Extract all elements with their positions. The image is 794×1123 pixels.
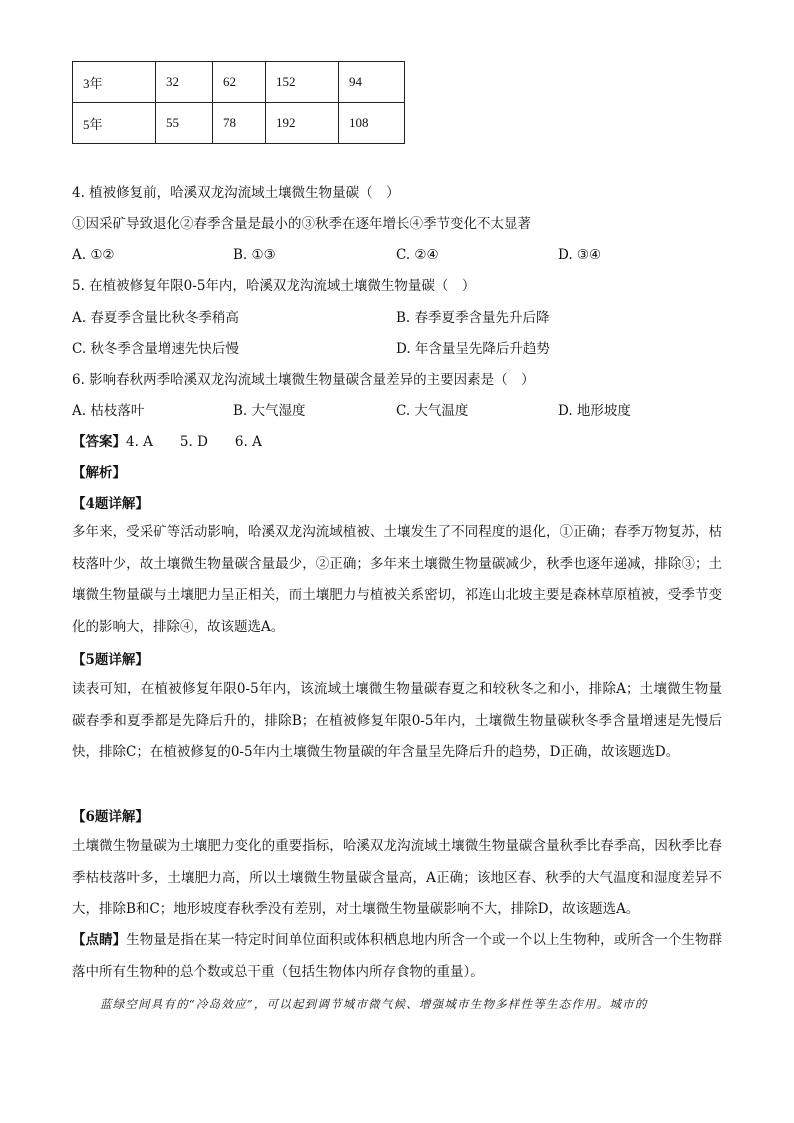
q6-stem: 6. 影响春秋两季哈溪双龙沟流域土壤微生物量碳含量差异的主要因素是（ ） bbox=[72, 372, 535, 388]
table-cell: 5年 bbox=[73, 103, 156, 144]
note-paragraph bbox=[72, 925, 722, 988]
q4-option-a: A. ①② bbox=[72, 247, 115, 263]
detail-6-label: 【6题详解】 bbox=[72, 809, 149, 825]
next-passage-line: 蓝绿空间具有的“冷岛效应”，可以起到调节城市微气候、增强城市生物多样性等生态作用。城市的 bbox=[100, 997, 648, 1011]
table-row bbox=[73, 62, 405, 103]
detail-4-text: 多年来，受采矿等活动影响，哈溪双龙沟流域植被、土壤发生了不同程度的退化，①正确；春季万物复苏，枯枝落叶少，故土壤微生物量碳含量最少，②正确；多年来土壤微生物量碳减少，秋季也逐年递减，排除③；土壤微生物量碳与土壤肥力呈正相关，而土壤肥力与植被关系密切，祁连山北坡主要是森林草原植被，受季节变化的影响大，排除④，故该题选A。 bbox=[72, 524, 722, 635]
table-cell: 55 bbox=[156, 103, 213, 144]
note-label: 【点睛】 bbox=[72, 932, 127, 948]
q6-option-d: D. 地形坡度 bbox=[558, 403, 631, 419]
table-cell: 78 bbox=[213, 103, 266, 144]
table-row bbox=[73, 103, 405, 144]
q5-stem: 5. 在植被修复年限0-5年内，哈溪双龙沟流域土壤微生物量碳（ ） bbox=[72, 278, 476, 294]
analysis-label: 【解析】 bbox=[72, 465, 126, 481]
q5-option-d: D. 年含量呈先降后升趋势 bbox=[396, 341, 550, 357]
q4-option-b: B. ①③ bbox=[233, 247, 276, 263]
answer-text: 4. A 5. D 6. A bbox=[126, 434, 262, 450]
q4-option-d: D. ③④ bbox=[558, 247, 602, 263]
table-cell: 94 bbox=[339, 62, 405, 103]
table-cell: 192 bbox=[266, 103, 339, 144]
detail-6-text: 土壤微生物量碳为土壤肥力变化的重要指标，哈溪双龙沟流域土壤微生物量碳含量秋季比春季高，因秋季比春季枯枝落叶多，土壤肥力高，所以土壤微生物量碳含量高，A正确；该地区春、秋季的大气温度和湿度差异不大，排除B和C；地形坡度春秋季没有差别，对土壤微生物量碳影响不大，排除D，故该题选A。 bbox=[72, 838, 722, 917]
answer-label: 【答案】 bbox=[72, 434, 126, 450]
q4-option-c: C. ②④ bbox=[396, 247, 439, 263]
q5-option-a: A. 春夏季含量比秋冬季稍高 bbox=[72, 310, 239, 326]
table-cell: 32 bbox=[156, 62, 213, 103]
q5-option-c: C. 秋冬季含量增速先快后慢 bbox=[72, 341, 239, 357]
answer-line bbox=[72, 433, 262, 451]
q6-option-a: A. 枯枝落叶 bbox=[72, 403, 145, 419]
table-cell: 62 bbox=[213, 62, 266, 103]
q6-option-b: B. 大气湿度 bbox=[233, 403, 306, 419]
q4-statements: ①因采矿导致退化②春季含量是最小的③秋季在逐年增长④季节变化不太显著 bbox=[72, 216, 531, 232]
table-cell: 108 bbox=[339, 103, 405, 144]
table-cell: 3年 bbox=[73, 62, 156, 103]
q4-stem: 4. 植被修复前，哈溪双龙沟流域土壤微生物量碳（ ） bbox=[72, 185, 400, 201]
data-table bbox=[72, 61, 405, 144]
detail-5-text: 读表可知，在植被修复年限0-5年内，该流域土壤微生物量碳春夏之和较秋冬之和小，排除A；土壤微生物量碳春季和夏季都是先降后升的，排除B；在植被修复年限0-5年内，土壤微生物量碳秋冬季含量增速是先慢后快，排除C；在植被修复的0-5年内土壤微生物量碳的年含量呈先降后升的趋势，D正确，故该题选D。 bbox=[72, 681, 722, 760]
detail-4-label: 【4题详解】 bbox=[72, 496, 149, 512]
table-cell: 152 bbox=[266, 62, 339, 103]
detail-5-label: 【5题详解】 bbox=[72, 652, 149, 668]
note-text: 生物量是指在某一特定时间单位面积或体积栖息地内所含一个或一个以上生物种，或所含一个生物群落中所有生物种的总个数或总干重（包括生物体内所存食物的重量）。 bbox=[72, 932, 723, 980]
q5-option-b: B. 春季夏季含量先升后降 bbox=[396, 310, 550, 326]
q6-option-c: C. 大气温度 bbox=[396, 403, 469, 419]
